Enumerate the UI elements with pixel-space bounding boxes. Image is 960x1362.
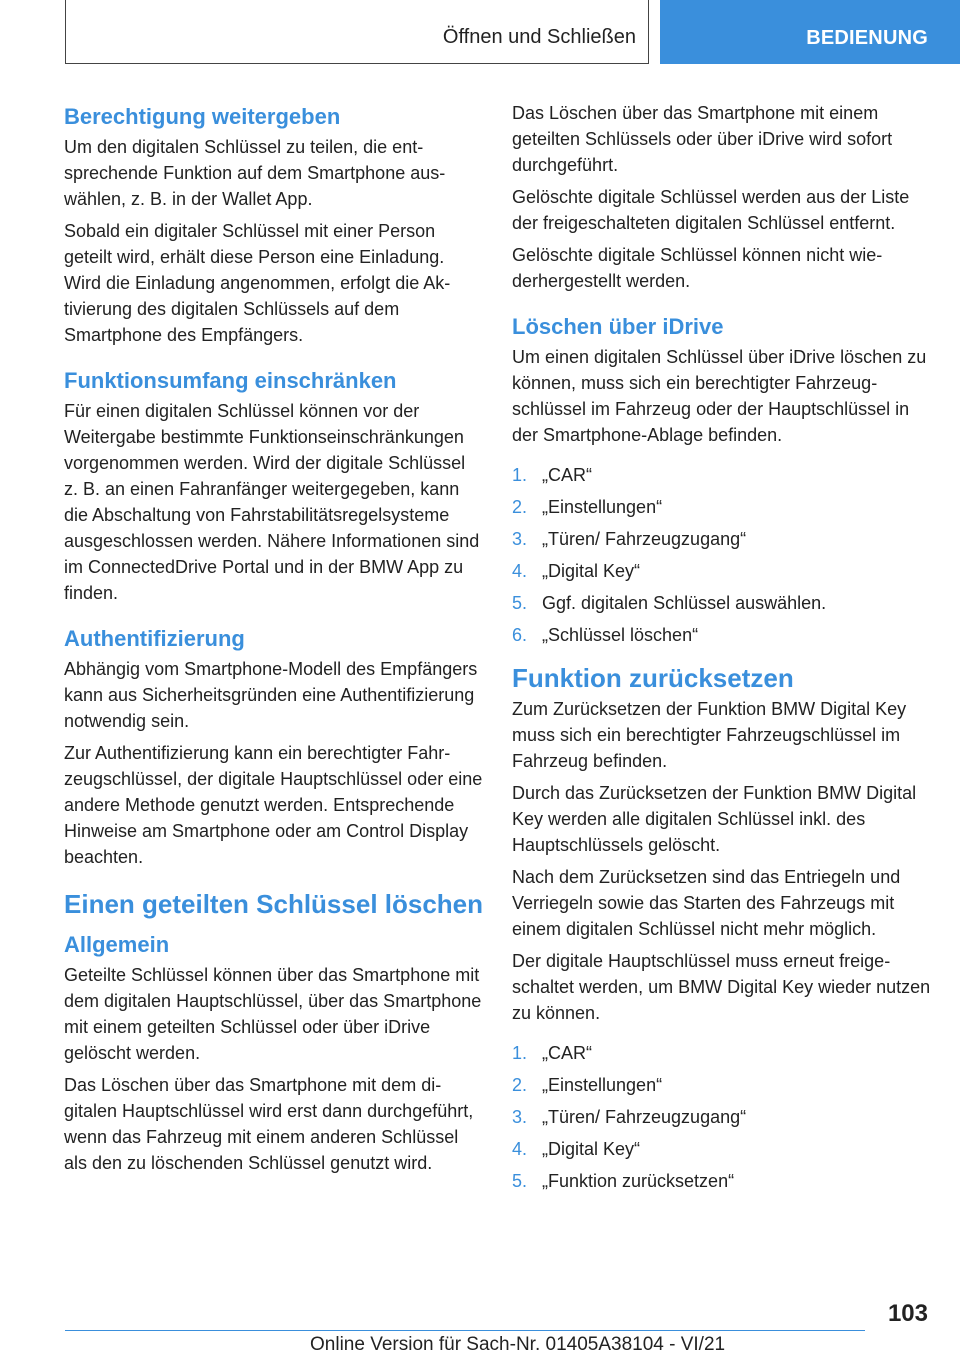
heading-loeschen-idrive: Löschen über iDrive — [512, 314, 724, 339]
paragraph: Geteilte Schlüssel können über das Smartphone mit dem digitalen Hauptschlüssel, über das Smartphone mit einem geteilten Schlüssel oder über iDrive gelöscht werden. — [64, 965, 482, 1063]
heading-berechtigung: Berechtigung weitergeben — [64, 104, 341, 129]
list-item: 3. „Türen/ Fahrzeugzugang“ — [512, 1107, 747, 1127]
paragraph: Um den digitalen Schlüssel zu teilen, die entsprechende Funktion auf dem Smartphone auswählen, z. B. in der Wallet App. — [64, 137, 446, 209]
right-column — [512, 100, 932, 1200]
paragraph: Das Löschen über das Smartphone mit einem geteilten Schlüssels oder über iDrive wird sofort durchgeführt. — [512, 103, 893, 175]
footer-online-version: Online Version für Sach-Nr. 01405A38104 - VI/21 — [310, 1334, 726, 1355]
list-item: 5. „Funktion zurücksetzen“ — [512, 1171, 735, 1191]
paragraph: Zur Authentifizierung kann ein berechtigter Fahrzeugschlüssel, der digitale Hauptschlüssel oder eine andere Methode genutzt werden. Entsprechende Hinweise am Smartphone oder am Control Display beachten. — [64, 743, 483, 867]
page-number: 103 — [887, 1300, 928, 1327]
list-item: 4. „Digital Key“ — [512, 1139, 641, 1159]
steps-list-loeschen — [512, 462, 932, 648]
list-item: 4. „Digital Key“ — [512, 561, 641, 581]
heading-funktionsumfang: Funktionsumfang einschränken — [64, 368, 397, 393]
paragraph: Sobald ein digitaler Schlüssel mit einer Person geteilt wird, erhält diese Person eine Einladung. Wird die Einladung angenommen, erfolgt die Aktivierung des digitalen Schlüssels auf dem Smartphone des Empfängers. — [64, 221, 451, 345]
list-item: 2. „Einstellungen“ — [512, 1075, 663, 1095]
heading-funktion-zuruecksetzen: Funktion zurücksetzen — [512, 663, 794, 693]
list-item: 6. „Schlüssel löschen“ — [512, 625, 699, 645]
section-title: Öffnen und Schließen — [442, 26, 636, 48]
paragraph: Für einen digitalen Schlüssel können vor der Weitergabe bestimmte Funktionseinschränkungen vorgenommen werden. Wird der digitale Schlüssel z. B. an einen Fahranfänger weitergegeben, kann die Abschaltung von Fahrstabilitätsregelsysteme ausgeschlossen werden. Nähere Informationen sind im ConnectedDrive Portal und in der BMW App zu finden. — [64, 401, 480, 603]
paragraph: Um einen digitalen Schlüssel über iDrive löschen zu können, muss sich ein berechtigter Fahrzeugschlüssel im Fahrzeug oder der Hauptschlüssel in der Smartphone-Ablage befinden. — [512, 347, 927, 445]
list-item: 3. „Türen/ Fahrzeugzugang“ — [512, 529, 747, 549]
chapter-tab-label: BEDIENUNG — [806, 27, 928, 49]
paragraph: Das Löschen über das Smartphone mit dem digitalen Hauptschlüssel wird erst dann durchgeführt, wenn das Fahrzeug mit einem anderen Schlüssel als den zu löschenden Schlüssel genutzt wird. — [64, 1075, 474, 1173]
list-item: 2. „Einstellungen“ — [512, 497, 663, 517]
paragraph: Abhängig vom Smartphone-Modell des Empfängers kann aus Sicherheitsgründen eine Authentifizierung notwendig sein. — [64, 659, 478, 731]
paragraph: Gelöschte digitale Schlüssel können nicht wiederhergestellt werden. — [512, 245, 883, 291]
paragraph: Durch das Zurücksetzen der Funktion BMW Digital Key werden alle digitalen Schlüssel inkl. des Hauptschlüssels gelöscht. — [512, 783, 917, 855]
list-item: 1. „CAR“ — [512, 1043, 592, 1063]
paragraph: Nach dem Zurücksetzen sind das Entriegeln und Verriegeln sowie das Starten des Fahrzeugs mit einem digitalen Schlüssel nicht mehr möglich. — [512, 867, 901, 939]
header-divider-middle — [648, 0, 649, 64]
heading-schluessel-loeschen: Einen geteilten Schlüssel löschen — [64, 889, 484, 919]
footer-divider — [65, 1330, 865, 1331]
header-divider-bottom — [65, 63, 649, 64]
chapter-tab — [660, 0, 960, 64]
steps-list-zuruecksetzen — [512, 1040, 932, 1194]
left-column — [64, 102, 484, 1182]
list-item: 1. „CAR“ — [512, 465, 592, 485]
heading-allgemein: Allgemein — [64, 932, 170, 957]
heading-authentifizierung: Authentifizierung — [64, 626, 245, 651]
paragraph: Der digitale Hauptschlüssel muss erneut freigeschaltet werden, um BMW Digital Key wieder nutzen zu können. — [512, 951, 931, 1023]
list-item: 5. Ggf. digitalen Schlüssel auswählen. — [512, 593, 827, 613]
paragraph: Gelöschte digitale Schlüssel werden aus der Liste der freigeschalteten digitalen Schlüssel entfernt. — [512, 187, 910, 233]
paragraph: Zum Zurücksetzen der Funktion BMW Digital Key muss sich ein berechtigter Fahrzeugschlüssel im Fahrzeug befinden. — [512, 699, 907, 771]
